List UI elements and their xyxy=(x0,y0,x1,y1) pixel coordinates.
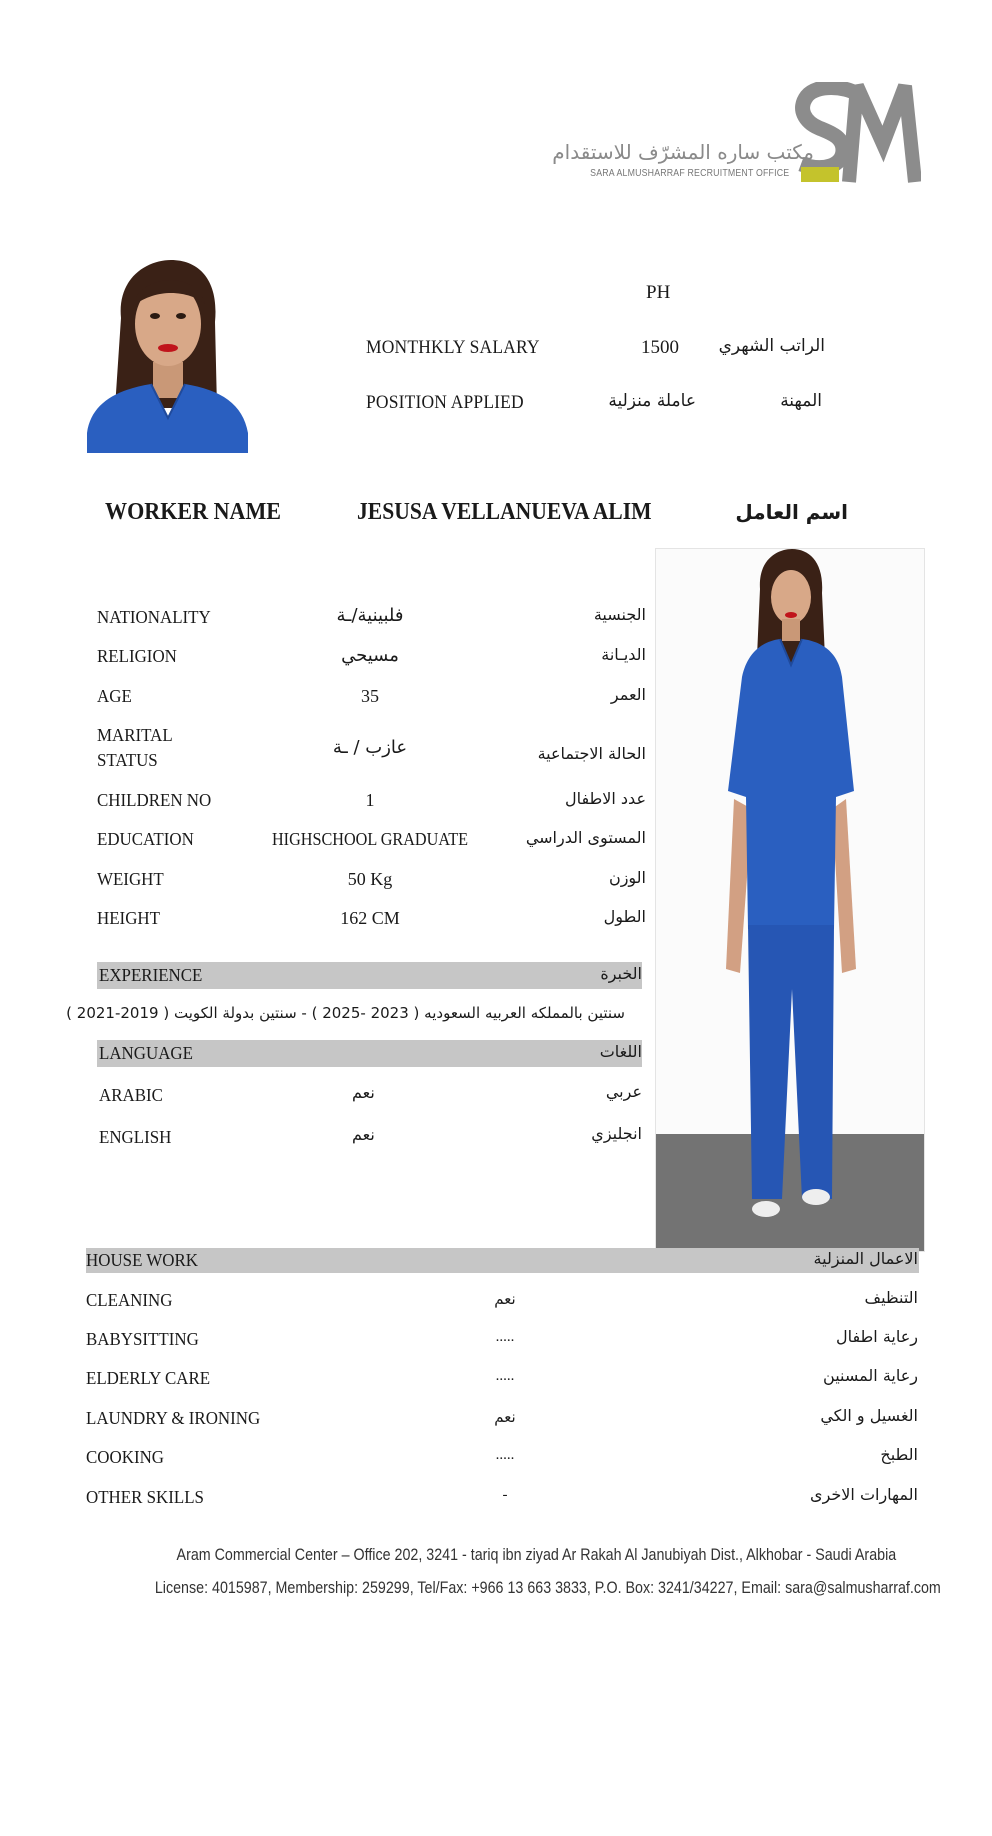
detail-label-education: EDUCATION xyxy=(97,829,194,849)
full-body-photo xyxy=(655,548,925,1252)
experience-label: EXPERIENCE xyxy=(99,965,203,985)
housework-babysitting-label: BABYSITTING xyxy=(86,1329,199,1349)
footer-address xyxy=(0,1545,992,1565)
detail-value-children: 1 xyxy=(365,790,375,810)
company-name-english: SARA ALMUSHARRAF RECRUITMENT OFFICE xyxy=(589,168,789,179)
detail-value-weight: 50 Kg xyxy=(347,869,393,889)
detail-label-ar-children: عدد الاطفال xyxy=(564,789,646,808)
experience-text: سنتين بالمملكه العربيه السعوديه ( 2023 -2025 ) - سنتين بدولة الكويت ( 2019-2021 ) xyxy=(66,1004,625,1022)
detail-label-height: HEIGHT xyxy=(97,908,160,928)
footer-contact xyxy=(0,1578,992,1598)
detail-label-marital: MARITAL xyxy=(97,725,173,745)
language-label-arabic: اللغات xyxy=(599,1042,642,1061)
detail-label-weight: WEIGHT xyxy=(97,869,164,889)
footer-address-text: Aram Commercial Center – Office 202, 3241 - tariq ibn ziyad Ar Rakah Al Janubiyah Dist., Alkhobar - Saudi Arabia xyxy=(176,1545,896,1564)
housework-cleaning-label-ar: التنظيف xyxy=(864,1288,918,1307)
housework-elderly-label: ELDERLY CARE xyxy=(86,1368,211,1388)
footer-contact-text: License: 4015987, Membership: 259299, Tel/Fax: +966 13 663 3833, P.O. Box: 3241/34227, Email: sara@salmusharraf.com xyxy=(154,1578,941,1597)
worker-name-label: WORKER NAME xyxy=(105,499,282,525)
housework-cleaning-label: CLEANING xyxy=(86,1290,173,1310)
experience-label-arabic: الخبرة xyxy=(600,964,642,983)
salary-label-arabic: الراتب الشهري xyxy=(718,336,825,356)
salary-value: 1500 xyxy=(641,337,679,358)
language-arabic-label: ARABIC xyxy=(99,1085,163,1105)
detail-label-ar-height: الطول xyxy=(603,907,646,926)
detail-value-education: HIGHSCHOOL GRADUATE xyxy=(271,829,469,849)
housework-cooking-label-ar: الطبخ xyxy=(880,1445,918,1464)
worker-name: JESUSA VELLANUEVA ALIM xyxy=(357,499,652,525)
housework-label: HOUSE WORK xyxy=(86,1250,199,1270)
salary-label: MONTHKLY SALARY xyxy=(366,337,540,358)
housework-header-band xyxy=(86,1248,919,1273)
language-english-label: ENGLISH xyxy=(99,1127,172,1147)
detail-label-ar-age: العمر xyxy=(610,685,646,704)
detail-value-marital: عازب / ـة xyxy=(332,737,408,758)
housework-other-label: OTHER SKILLS xyxy=(86,1487,204,1507)
detail-value-height: 162 CM xyxy=(340,908,400,928)
country-code: PH xyxy=(646,282,671,303)
language-arabic-value: نعم xyxy=(352,1083,375,1102)
housework-cleaning-value: نعم xyxy=(494,1290,516,1308)
position-label: POSITION APPLIED xyxy=(366,392,524,413)
detail-label-ar-religion: الديـانة xyxy=(601,645,646,664)
housework-laundry-label: LAUNDRY & IRONING xyxy=(86,1408,261,1428)
detail-label-ar-education: المستوى الدراسي xyxy=(525,828,646,847)
detail-value-age: 35 xyxy=(361,686,379,706)
language-label: LANGUAGE xyxy=(99,1043,193,1063)
worker-name-label-arabic: اسم العامل xyxy=(735,500,848,524)
housework-elderly-label-ar: رعاية المسنين xyxy=(823,1366,918,1385)
detail-label-ar-nationality: الجنسية xyxy=(593,605,646,624)
housework-laundry-value: نعم xyxy=(494,1408,516,1426)
housework-babysitting-value: ..... xyxy=(495,1329,515,1345)
detail-label-age: AGE xyxy=(97,686,132,706)
housework-label-arabic: الاعمال المنزلية xyxy=(813,1249,918,1268)
housework-cooking-value: ..... xyxy=(495,1447,515,1463)
portrait-photo xyxy=(87,258,248,453)
detail-label-children: CHILDREN NO xyxy=(97,790,212,810)
language-english-value: نعم xyxy=(352,1125,375,1144)
detail-value-religion: مسيحي xyxy=(341,645,399,666)
housework-cooking-label: COOKING xyxy=(86,1447,165,1467)
position-label-arabic: المهنة xyxy=(780,391,822,411)
logo-accent-bar xyxy=(801,167,839,182)
company-name-arabic: مكتب ساره المشرّف للاستقدام xyxy=(552,140,814,164)
detail-label-ar-marital: الحالة الاجتماعية xyxy=(537,744,646,763)
detail-label-marital-2: STATUS xyxy=(97,750,158,770)
housework-other-label-ar: المهارات الاخرى xyxy=(810,1485,918,1504)
housework-elderly-value: ..... xyxy=(495,1368,515,1384)
housework-laundry-label-ar: الغسيل و الكي xyxy=(820,1406,918,1425)
language-english-label-ar: انجليزي xyxy=(591,1124,642,1143)
detail-value-nationality: فلبينية/ـة xyxy=(336,605,404,626)
position-value: عاملة منزلية xyxy=(608,391,696,411)
detail-label-religion: RELIGION xyxy=(97,646,177,666)
language-arabic-label-ar: عربي xyxy=(605,1082,642,1101)
housework-babysitting-label-ar: رعاية اطفال xyxy=(835,1327,918,1346)
detail-label-ar-weight: الوزن xyxy=(608,868,646,887)
housework-other-value: - xyxy=(502,1487,508,1503)
detail-label-nationality: NATIONALITY xyxy=(97,607,211,627)
